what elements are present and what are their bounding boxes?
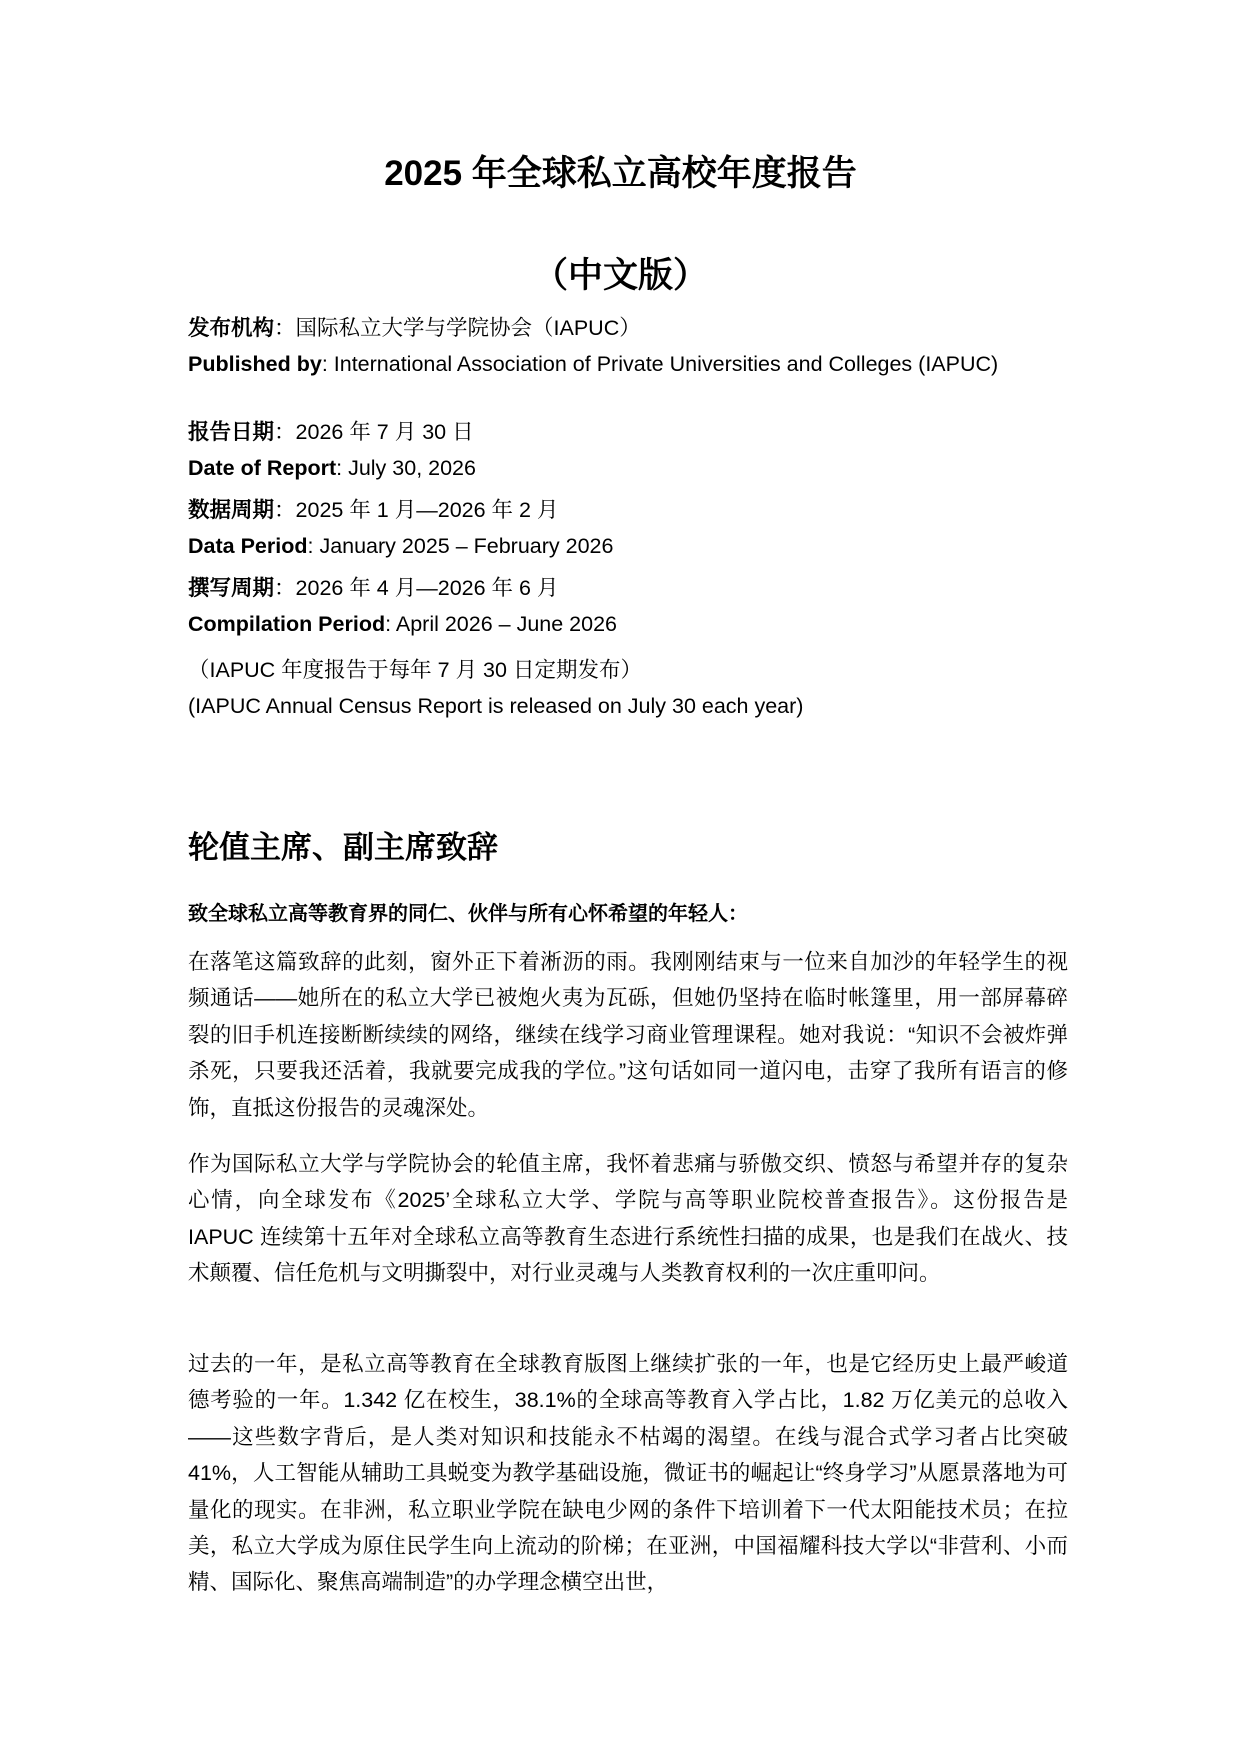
- meta-date-zh: 报告日期：2026 年 7 月 30 日: [188, 420, 474, 444]
- meta-label: Date of Report: [188, 456, 337, 480]
- salutation: 致全球私立高等教育界的同仁、伙伴与所有心怀希望的年轻人：: [188, 903, 748, 925]
- document-subtitle: （中文版）: [532, 256, 708, 295]
- meta-label: 发布机构: [188, 316, 275, 340]
- paragraph: 在落笔这篇致辞的此刻，窗外正下着淅沥的雨。我刚刚结束与一位来自加沙的年轻学生的视频通话——她所在的私立大学已被炮火夷为瓦砾，但她仍坚持在临时帐篷里，用一部屏幕碎裂的旧手机连接断断续续的网络，继续在线学习商业管理课程。她对我说：“知识不会被炸弹杀死，只要我还活着，我就要完成我的学位。”这句话如同一道闪电，击穿了我所有语言的修饰，直抵这份报告的灵魂深处。: [188, 950, 1068, 1120]
- meta-label: Data Period: [188, 534, 308, 558]
- paragraph: 过去的一年，是私立高等教育在全球教育版图上继续扩张的一年，也是它经历史上最严峻道德考验的一年。1.342 亿在校生，38.1%的全球高等教育入学占比，1.82 万亿美元的总收入——这些数字背后，是人类对知识和技能永不枯竭的渴望。在线与混合式学习者占比突破 41%，人工智能从辅助工具蜕变为教学基础设施，微证书的崛起让“终身学习”从愿景落地为可量化的现实。在非洲，私立职业学院在缺电少网的条件下培训着下一代太阳能技术员；在拉美，私立大学成为原住民学生向上流动的阶梯；在亚洲，中国福耀科技大学以“非营利、小而精、国际化、聚焦高端制造”的办学理念横空出世，: [188, 1352, 1068, 1595]
- section-heading: 轮值主席、副主席致辞: [188, 830, 498, 865]
- meta-value: 国际私立大学与学院协会（IAPUC）: [295, 316, 641, 340]
- meta-value: 2025 年 1 月—2026 年 2 月: [295, 498, 559, 522]
- meta-value: July 30, 2026: [348, 456, 476, 480]
- document-title: 2025 年全球私立高校年度报告: [384, 154, 857, 193]
- meta-period-zh: 数据周期：2025 年 1 月—2026 年 2 月: [188, 498, 559, 522]
- meta-publisher-zh: 发布机构：国际私立大学与学院协会（IAPUC）: [188, 316, 641, 340]
- meta-label: 报告日期: [188, 420, 275, 444]
- meta-value: 2026 年 4 月—2026 年 6 月: [295, 576, 559, 600]
- meta-period-en: Data Period: January 2025 – February 2026: [188, 534, 614, 558]
- meta-publisher-en: Published by: International Association of Private Universities and Colleges (IAPUC): [188, 352, 999, 376]
- meta-value: 2026 年 7 月 30 日: [295, 420, 474, 444]
- meta-value: International Association of Private Universities and Colleges (IAPUC): [333, 352, 999, 376]
- meta-data-period: [188, 492, 1068, 564]
- meta-value: January 2025 – February 2026: [319, 534, 614, 558]
- release-note: [188, 652, 1068, 724]
- meta-compilation-period: [188, 570, 1068, 642]
- meta-compile-zh: 撰写周期：2026 年 4 月—2026 年 6 月: [188, 576, 559, 600]
- meta-date: [188, 414, 1068, 486]
- release-note-en: (IAPUC Annual Census Report is released on July 30 each year): [188, 694, 804, 718]
- meta-label: 撰写周期: [188, 576, 275, 600]
- meta-date-en: Date of Report: July 30, 2026: [188, 456, 476, 480]
- meta-label: 数据周期: [188, 498, 275, 522]
- meta-label: Published by: [188, 352, 322, 376]
- paragraph: 作为国际私立大学与学院协会的轮值主席，我怀着悲痛与骄傲交织、愤怒与希望并存的复杂心情，向全球发布《2025’全球私立大学、学院与高等职业院校普查报告》。这份报告是 IAPUC 连续第十五年对全球私立高等教育生态进行系统性扫描的成果，也是我们在战火、技术颠覆、信任危机与文明撕裂中，对行业灵魂与人类教育权利的一次庄重叩问。: [188, 1152, 1068, 1286]
- meta-compile-en: Compilation Period: April 2026 – June 2026: [188, 612, 618, 636]
- release-note-zh: （IAPUC 年度报告于每年 7 月 30 日定期发布）: [188, 658, 642, 682]
- meta-publisher: [188, 310, 1068, 382]
- meta-label: Compilation Period: [188, 612, 386, 636]
- meta-value: April 2026 – June 2026: [395, 612, 618, 636]
